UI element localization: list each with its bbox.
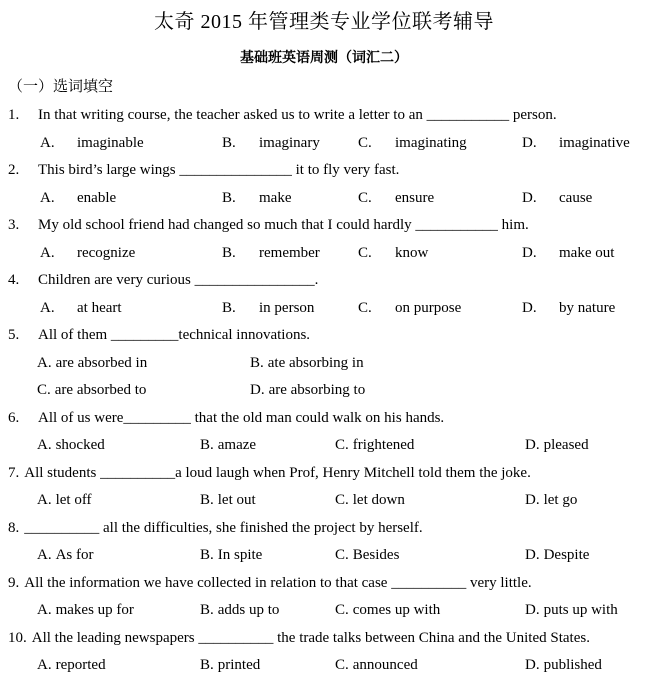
option-letter: B.	[200, 492, 214, 508]
option-letter: C.	[335, 437, 349, 453]
option-c	[335, 652, 525, 680]
option-letter: B.	[200, 602, 214, 618]
option-c	[358, 240, 522, 268]
option-letter: A.	[40, 189, 55, 206]
option-letter: D.	[522, 299, 537, 316]
option-letter: B.	[222, 299, 236, 316]
option-letter: D.	[525, 437, 540, 453]
option-label: published	[543, 657, 602, 673]
option-label: remember	[259, 244, 320, 261]
option-label: by nature	[559, 299, 616, 316]
question-10-options	[8, 652, 640, 680]
option-c	[358, 295, 522, 323]
option-b	[222, 240, 358, 268]
option-label: As for	[55, 547, 94, 563]
option-c	[335, 487, 525, 515]
option-letter: B.	[222, 244, 236, 261]
option-letter: C.	[358, 189, 372, 206]
option-letter: A.	[40, 244, 55, 261]
option-c	[335, 597, 525, 625]
option-letter: D.	[525, 492, 540, 508]
option-letter: D.	[522, 244, 537, 261]
question-9	[8, 570, 640, 598]
option-letter: A.	[37, 492, 52, 508]
option-c	[358, 185, 522, 213]
option-label: printed	[217, 657, 261, 673]
question-3-options	[8, 240, 640, 268]
option-a	[37, 432, 200, 460]
option-label: in person	[259, 299, 315, 316]
option-letter: A.	[37, 437, 52, 453]
option-d	[522, 240, 640, 268]
option-label: are absorbed to	[54, 382, 147, 398]
option-d	[525, 542, 640, 570]
option-c	[335, 542, 525, 570]
option-b	[222, 185, 358, 213]
option-b	[222, 295, 358, 323]
question-text: This bird’s large wings _______________ it to fly very fast.	[38, 162, 400, 178]
question-4	[8, 267, 640, 295]
option-d	[522, 130, 640, 158]
question-number: 3.	[8, 217, 20, 233]
option-label: reported	[55, 657, 106, 673]
option-label: let go	[543, 492, 578, 508]
question-9-options	[8, 597, 640, 625]
question-5	[8, 322, 640, 350]
option-letter: A.	[40, 134, 55, 151]
option-label: pleased	[543, 437, 589, 453]
option-a	[37, 487, 200, 515]
option-letter: A.	[37, 354, 52, 371]
option-label: are absorbed in	[55, 354, 148, 371]
option-letter: B.	[200, 547, 214, 563]
question-1	[8, 102, 640, 130]
option-label: announced	[352, 657, 418, 673]
option-label: make out	[559, 244, 615, 261]
option-letter: C.	[358, 299, 372, 316]
option-label: are absorbing to	[268, 382, 366, 398]
question-6	[8, 405, 640, 433]
option-c	[358, 130, 522, 158]
option-d	[522, 185, 640, 213]
option-d	[522, 295, 640, 323]
option-letter: C.	[335, 602, 349, 618]
option-a	[37, 350, 250, 378]
option-letter: D.	[525, 657, 540, 673]
option-label: on purpose	[395, 299, 462, 316]
question-text: All students __________a loud laugh when Prof, Henry Mitchell told them the joke.	[24, 464, 531, 481]
option-letter: B.	[222, 189, 236, 206]
option-letter: A.	[37, 657, 52, 673]
option-letter: B.	[250, 354, 264, 371]
option-letter: D.	[250, 382, 265, 398]
option-label: imaginable	[77, 134, 144, 151]
question-number: 5.	[8, 327, 20, 343]
option-b	[200, 597, 335, 625]
option-c	[37, 377, 250, 405]
question-3	[8, 212, 640, 240]
question-10	[8, 625, 640, 653]
question-text: My old school friend had changed so much that I could hardly ___________ him.	[38, 217, 529, 233]
document-subtitle: 基础班英语周测（词汇二）	[240, 51, 408, 66]
question-8-options	[8, 542, 640, 570]
option-a	[37, 652, 200, 680]
option-d	[525, 597, 640, 625]
option-label: ensure	[395, 189, 435, 206]
question-text: All the information we have collected in relation to that case __________ very little.	[24, 574, 532, 591]
question-number: 4.	[8, 272, 20, 288]
option-c	[335, 432, 525, 460]
option-label: know	[395, 244, 429, 261]
option-letter: D.	[522, 134, 537, 151]
option-label: adds up to	[217, 602, 280, 618]
option-letter: A.	[40, 299, 55, 316]
option-d	[250, 377, 640, 405]
option-b	[200, 542, 335, 570]
question-1-options	[8, 130, 640, 158]
question-text: __________ all the difficulties, she finished the project by herself.	[24, 519, 423, 536]
option-label: let off	[55, 492, 92, 508]
option-b	[250, 350, 640, 378]
option-letter: A.	[37, 547, 52, 563]
question-text: All the leading newspapers __________ the trade talks between China and the United States.	[31, 629, 590, 646]
option-label: shocked	[55, 437, 105, 453]
option-letter: C.	[358, 134, 372, 151]
option-d	[525, 652, 640, 680]
option-label: let down	[352, 492, 405, 508]
question-7-options	[8, 487, 640, 515]
option-a	[40, 185, 222, 213]
question-number: 7.	[8, 464, 20, 481]
option-letter: C.	[335, 657, 349, 673]
option-label: comes up with	[352, 602, 441, 618]
option-a	[40, 130, 222, 158]
question-number: 9.	[8, 574, 20, 591]
option-label: imaginating	[395, 134, 467, 151]
question-number: 6.	[8, 409, 20, 426]
question-number: 1.	[8, 107, 20, 123]
question-7	[8, 460, 640, 488]
question-list	[8, 102, 640, 680]
option-label: amaze	[217, 437, 257, 453]
option-label: let out	[217, 492, 256, 508]
question-number: 10.	[8, 629, 27, 646]
option-label: imaginative	[559, 134, 630, 151]
option-label: recognize	[77, 244, 136, 261]
document-title: 太奇 2015 年管理类专业学位联考辅导	[154, 11, 494, 33]
option-letter: B.	[200, 657, 214, 673]
option-label: at heart	[77, 299, 122, 316]
option-label: cause	[559, 189, 593, 206]
option-a	[40, 240, 222, 268]
section-heading: （一）选词填空	[8, 79, 114, 95]
question-number: 8.	[8, 519, 20, 536]
option-label: make	[259, 189, 292, 206]
option-d	[525, 432, 640, 460]
option-letter: D.	[525, 547, 540, 563]
option-b	[200, 432, 335, 460]
option-letter: B.	[222, 134, 236, 151]
question-text: In that writing course, the teacher asked us to write a letter to an ___________ person.	[38, 107, 557, 123]
option-letter: B.	[200, 437, 214, 453]
question-text: Children are very curious ________________.	[38, 272, 319, 288]
question-2	[8, 157, 640, 185]
option-d	[525, 487, 640, 515]
option-label: In spite	[217, 547, 263, 563]
option-letter: C.	[335, 547, 349, 563]
option-label: ate absorbing in	[267, 354, 364, 371]
option-label: imaginary	[259, 134, 320, 151]
option-label: enable	[77, 189, 117, 206]
question-5-options	[8, 350, 640, 405]
question-2-options	[8, 185, 640, 213]
option-b	[200, 487, 335, 515]
option-a	[40, 295, 222, 323]
option-letter: D.	[522, 189, 537, 206]
option-label: Despite	[543, 547, 590, 563]
option-letter: C.	[335, 492, 349, 508]
option-a	[37, 542, 200, 570]
question-8	[8, 515, 640, 543]
option-b	[222, 130, 358, 158]
question-4-options	[8, 295, 640, 323]
question-6-options	[8, 432, 640, 460]
option-label: frightened	[352, 437, 415, 453]
option-label: Besides	[352, 547, 400, 563]
question-number: 2.	[8, 162, 20, 178]
question-text: All of us were_________ that the old man could walk on his hands.	[38, 409, 445, 426]
question-text: All of them _________technical innovations.	[38, 327, 311, 343]
option-letter: D.	[525, 602, 540, 618]
option-letter: C.	[358, 244, 372, 261]
option-letter: A.	[37, 602, 52, 618]
option-label: makes up for	[55, 602, 134, 618]
option-label: puts up with	[543, 602, 618, 618]
option-b	[200, 652, 335, 680]
option-letter: C.	[37, 382, 51, 398]
option-a	[37, 597, 200, 625]
